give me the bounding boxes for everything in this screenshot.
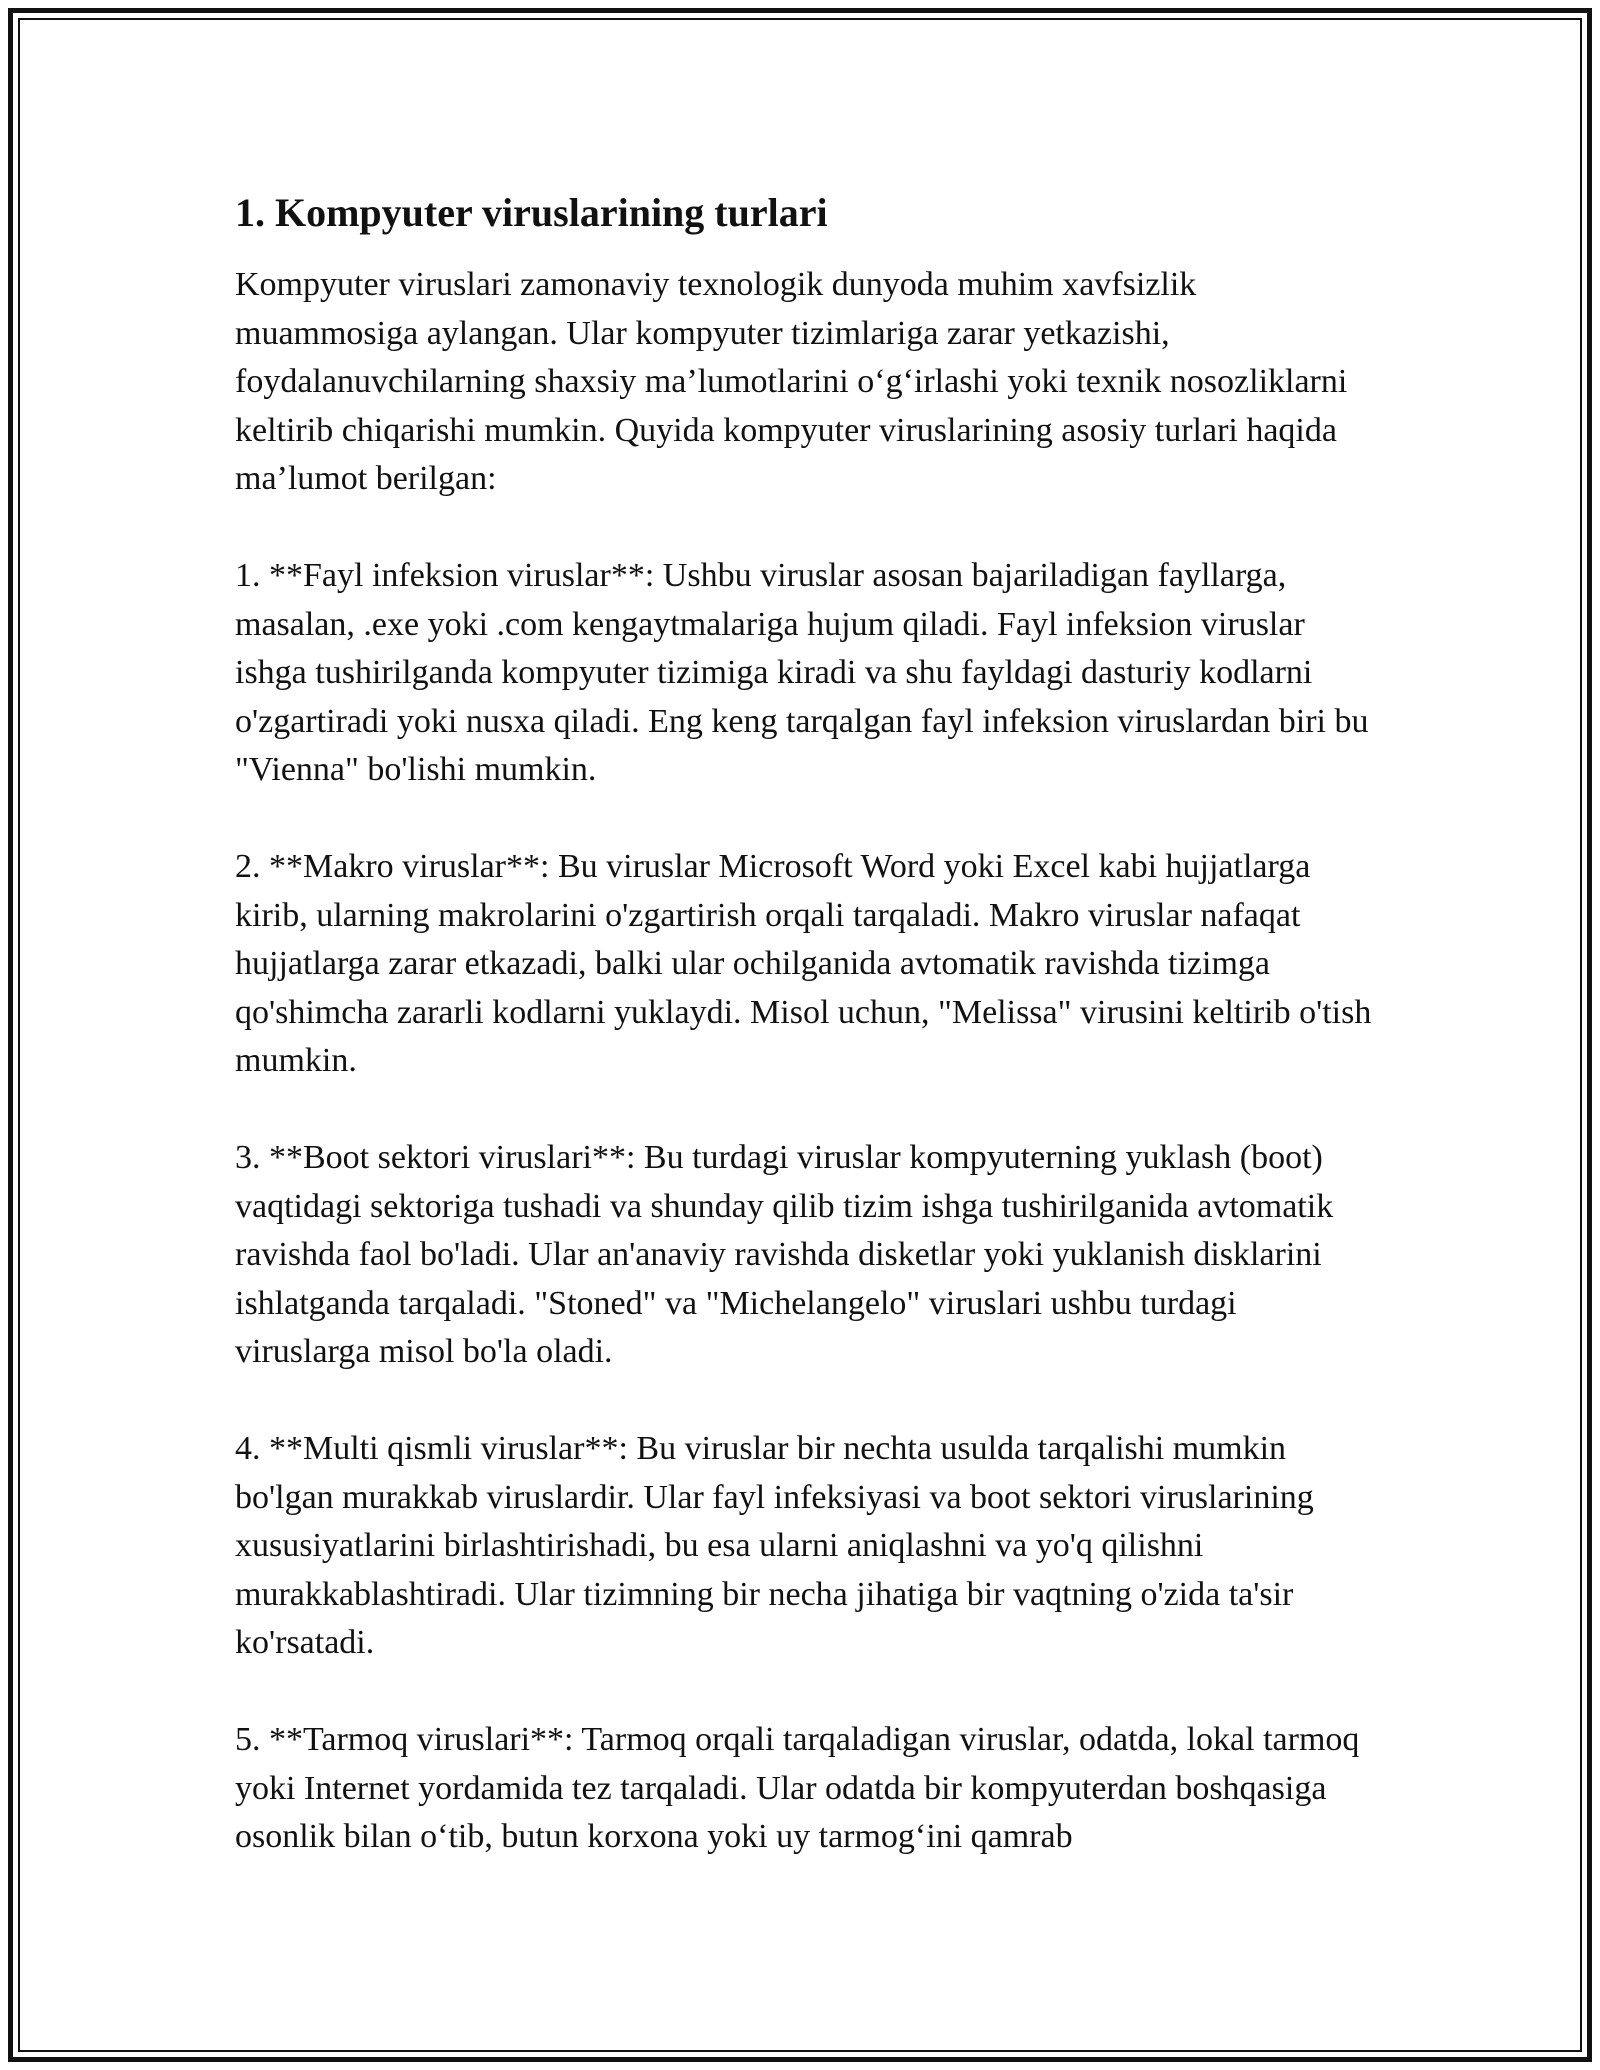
intro-paragraph: Kompyuter viruslari zamonaviy texnologik dunyoda muhim xavfsizlik muammosiga aylangan. Ular kompyuter tizimlariga zarar yetkazishi, foydalanuvchilarning shaxsiy ma’lumotlarini o‘g‘irlashi yoki texnik nosozliklarni keltirib chiqarishi mumkin. Quyida kompyuter viruslarining asosiy turlari haqida ma’lumot berilgan: bbox=[235, 266, 1348, 497]
paragraph-multipartite-viruses: 4. **Multi qismli viruslar**: Bu viruslar bir nechta usulda tarqalishi mumkin bo'lgan murakkab viruslardir. Ular fayl infeksiyasi va boot sektori viruslarining xususiyatlarini birlashtirishadi, bu esa ularni aniqlashni va yo'q qilishni murakkablashtiradi. Ular tizimning bir necha jihatiga bir vaqtning o'zida ta'sir ko'rsatadi. bbox=[235, 1430, 1314, 1661]
paragraph-macro-viruses: 2. **Makro viruslar**: Bu viruslar Microsoft Word yoki Excel kabi hujjatlarga kirib, ularning makrolarini o'zgartirish orqali tarqaladi. Makro viruslar nafaqat hujjatlarga zarar etkazadi, balki ular ochilganida avtomatik ravishda tizimga qo'shimcha zararli kodlarni yuklaydi. Misol uchun, "Melissa" virusini keltirib o'tish mumkin. bbox=[235, 848, 1372, 1079]
paragraph-file-infector-viruses: 1. **Fayl infeksion viruslar**: Ushbu viruslar asosan bajariladigan fayllarga, masalan, .exe yoki .com kengaytmalariga hujum qiladi. Fayl infeksion viruslar ishga tushirilganda kompyuter tizimiga kiradi va shu fayldagi dasturiy kodlarni o'zgartiradi yoki nusxa qiladi. Eng keng tarqalgan fayl infeksion viruslardan biri bu "Vienna" bo'lishi mumkin. bbox=[235, 557, 1369, 788]
paragraph-network-viruses: 5. **Tarmoq viruslari**: Tarmoq orqali tarqaladigan viruslar, odatda, lokal tarmoq yoki Internet yordamida tez tarqaladi. Ular odatda bir kompyuterdan boshqasiga osonlik bilan o‘tib, butun korxona yoki uy tarmog‘ini qamrab bbox=[235, 1721, 1360, 1855]
section-heading: 1. Kompyuter viruslarining turlari bbox=[235, 190, 828, 235]
paragraph-boot-sector-viruses: 3. **Boot sektori viruslari**: Bu turdagi viruslar kompyuterning yuklash (boot) vaqtidagi sektoriga tushadi va shunday qilib tizim ishga tushirilganida avtomatik ravishda faol bo'ladi. Ular an'anaviy ravishda disketlar yoki yuklanish disklarini ishlatganda tarqaladi. "Stoned" va "Michelangelo" viruslari ushbu turdagi viruslarga misol bo'la oladi. bbox=[235, 1139, 1334, 1370]
document-body bbox=[235, 185, 1380, 1910]
